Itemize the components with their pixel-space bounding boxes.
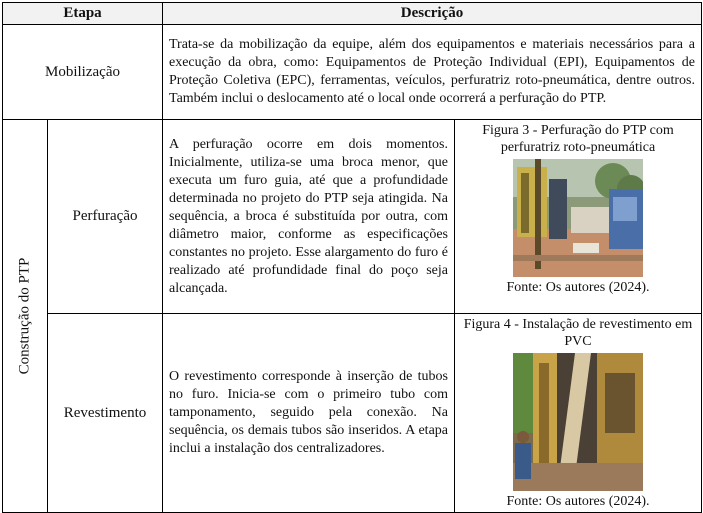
stages-table	[2, 2, 702, 513]
mobilizacao-text: Trata-se da mobilização da equipe, além dos equipamentos e materiais necessários para a execução da obra, como: Equipamentos de Proteção Individual (EPI), Equipamentos de Proteção Coletiva (EPC), ferramentas, veículos, perfuratriz roto-pneumática, dentre outros. Também inclui o deslocamento até o local onde ocorrerá a perfuração do PTP.	[163, 25, 702, 120]
revestimento-row	[3, 314, 702, 513]
construcao-cell	[3, 120, 48, 513]
revestimento-label: Revestimento	[48, 314, 163, 513]
figure-3-source: Fonte: Os autores (2024).	[506, 280, 650, 295]
figure-4	[455, 314, 702, 513]
figure-4-caption: Figura 4 - Instalação de revestimento em PVC	[463, 317, 693, 349]
perfuracao-label: Perfuração	[48, 120, 163, 314]
mobilizacao-label: Mobilização	[3, 25, 163, 120]
header-etapa: Etapa	[3, 3, 163, 25]
header-row	[3, 3, 702, 25]
revestimento-text: O revestimento corresponde à inserção de tubos no furo. Inicia-se com o primeiro tubo com tamponamento, seguido pela conexão. Na sequência, os demais tubos são inseridos. A etapa inclui a instalação dos centralizadores.	[163, 314, 455, 513]
drilling-rig-photo	[513, 159, 643, 277]
figure-3	[455, 120, 702, 314]
perfuracao-text: A perfuração ocorre em dois momentos. Inicialmente, utiliza-se uma broca menor, que executa um furo guia, até que a profundidade determinada no projeto do PTP seja atingida. Na sequência, a broca é substituída por outra, com diâmetro maior, conforme as especificações constantes no projeto. Esse alargamento do furo é realizado até profundidade final do poço seja alcançada.	[163, 120, 455, 314]
figure-4-source: Fonte: Os autores (2024).	[506, 494, 650, 509]
casing-installation-photo	[513, 353, 643, 491]
mobilizacao-row	[3, 25, 702, 120]
construcao-label: Construção do PTP	[16, 257, 33, 375]
perfuracao-row	[3, 120, 702, 314]
figure-3-caption: Figura 3 - Perfuração do PTP com perfuratriz roto-pneumática	[482, 123, 674, 155]
header-descricao: Descrição	[163, 3, 702, 25]
